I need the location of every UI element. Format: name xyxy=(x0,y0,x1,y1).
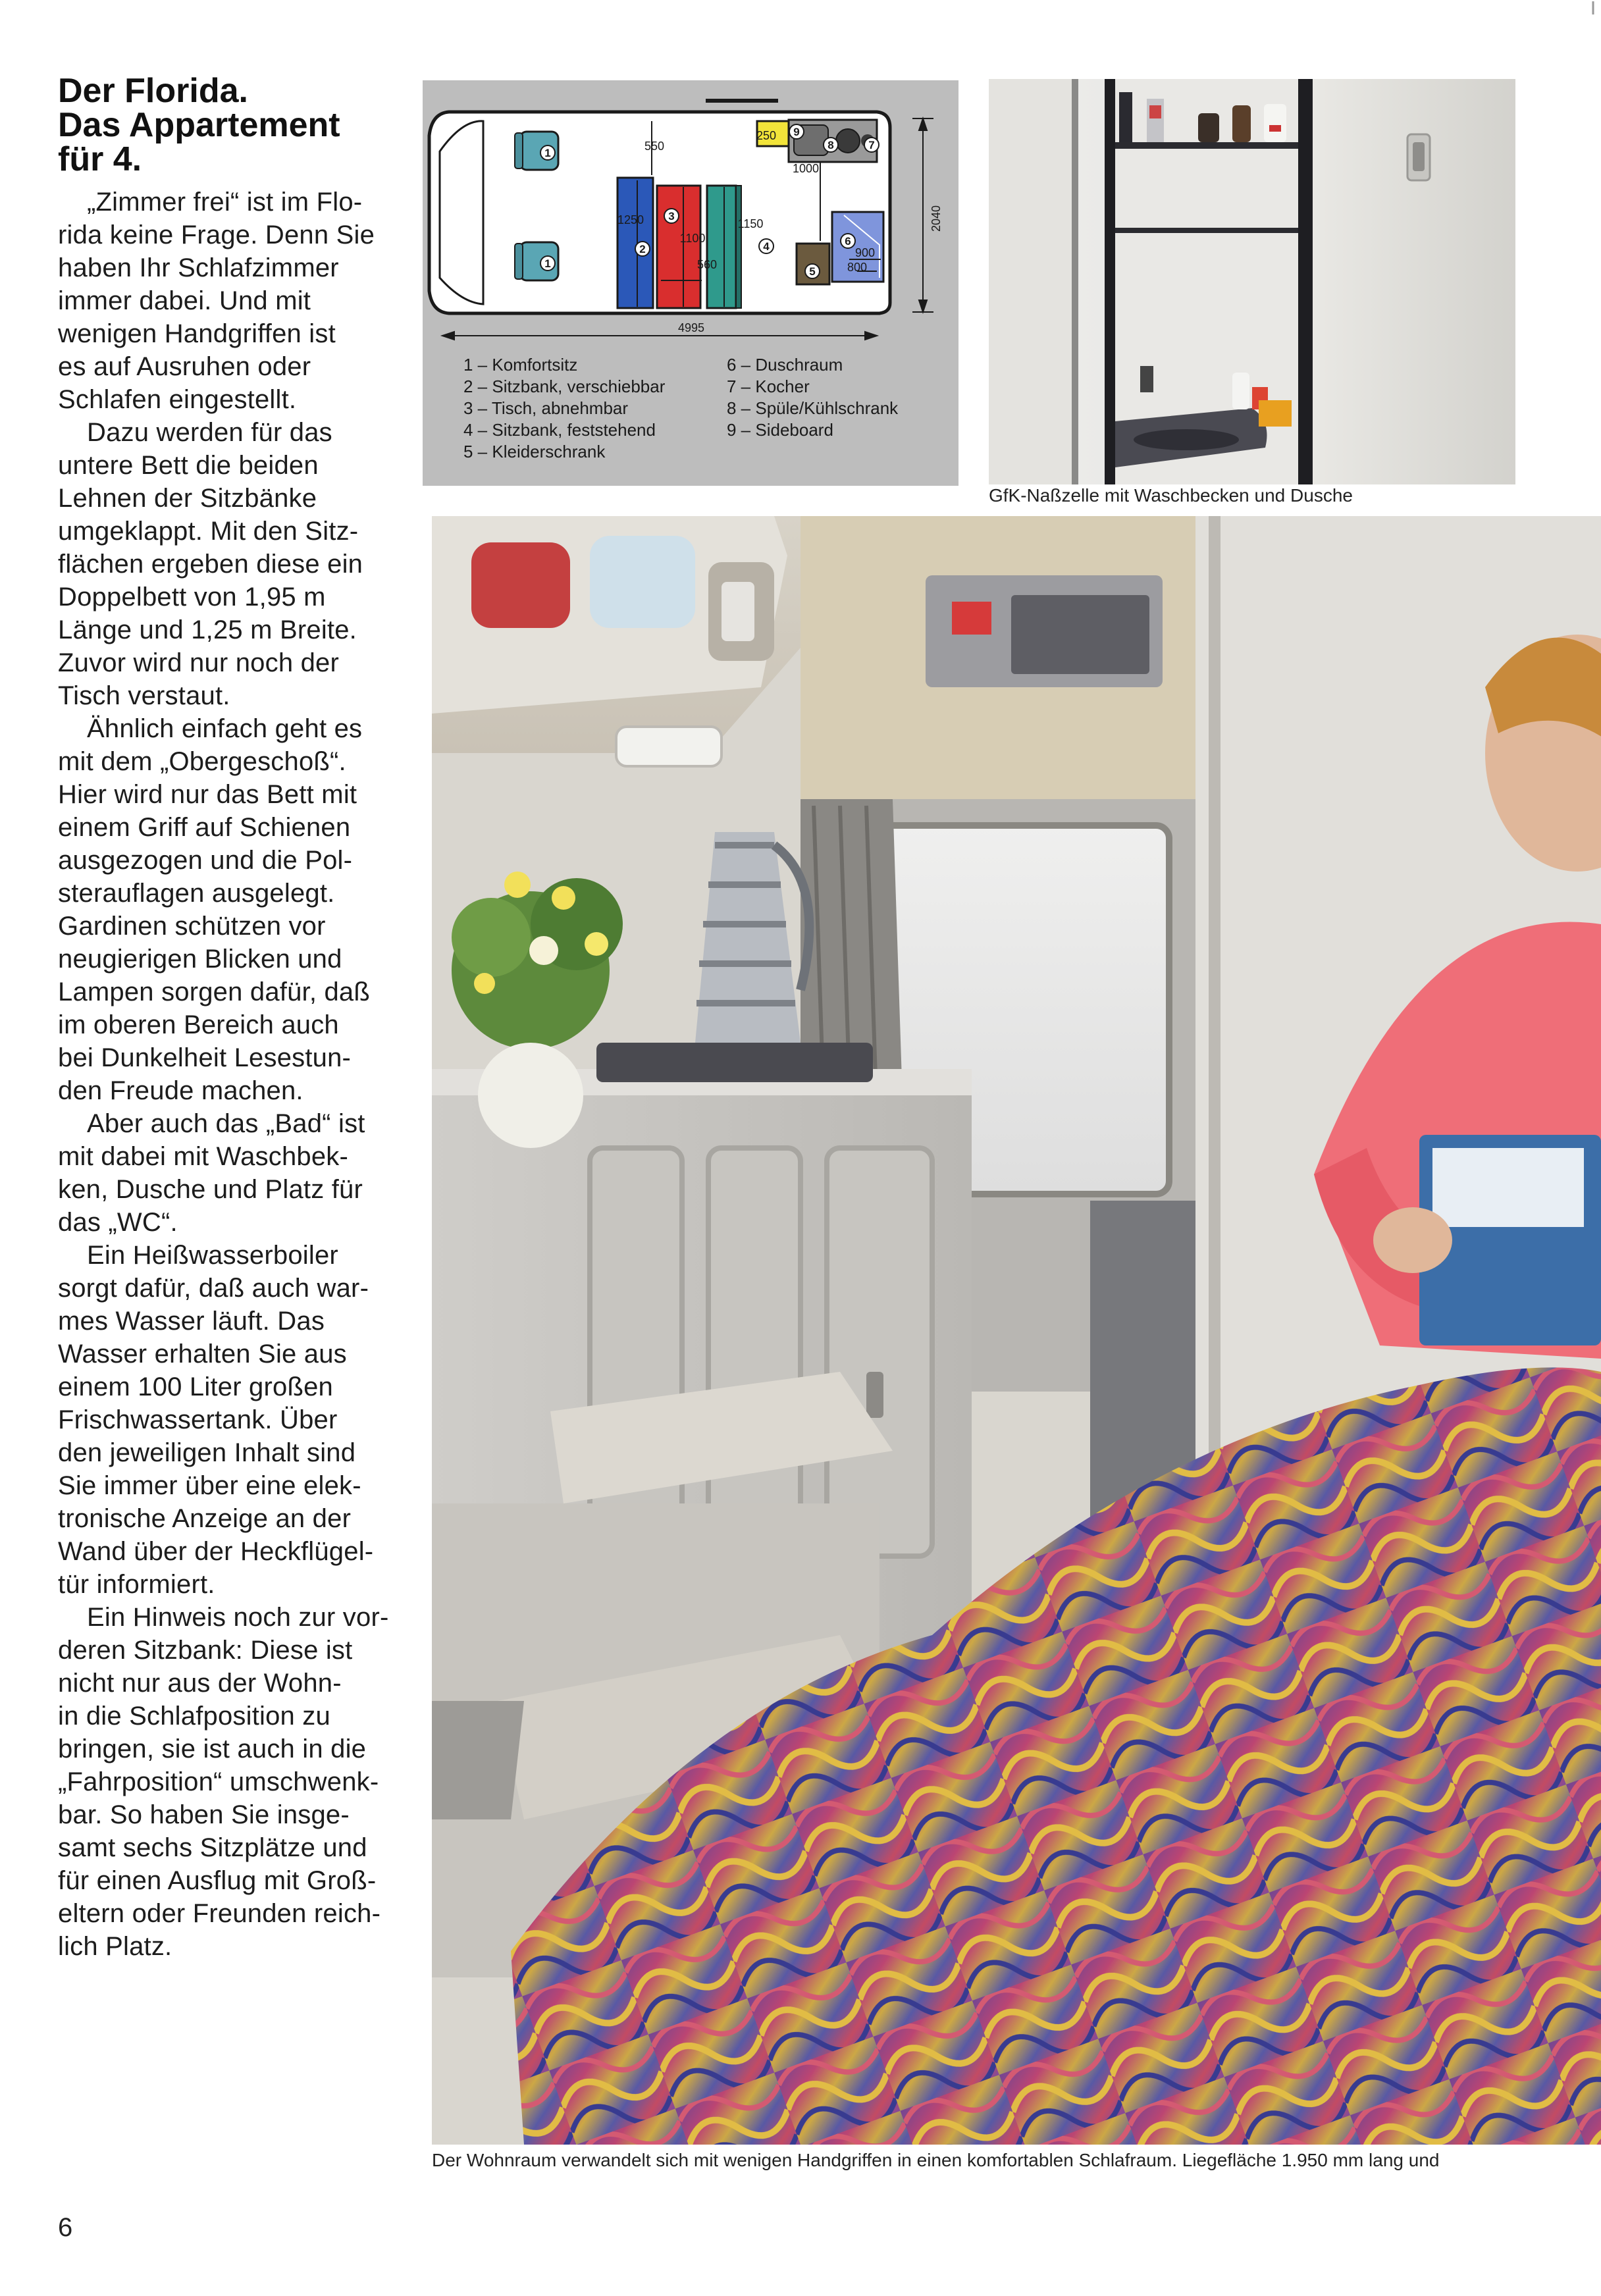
cab-front xyxy=(440,121,483,304)
body-line: wenigen Handgriffen ist xyxy=(58,319,336,348)
page-number: 6 xyxy=(58,2213,73,2242)
interior-caption: Der Wohnraum verwandelt sich mit wenigen Handgriffen in einen komfortablen Schlafraum. Liegefläche 1.950 mm lang und xyxy=(432,2150,1440,2170)
body-line: den Freude machen. xyxy=(58,1076,303,1105)
dim-560: 560 xyxy=(696,258,718,271)
legend-item: 3 – Tisch, abnehmbar xyxy=(463,398,629,418)
body-line: Wand über der Heckflügel- xyxy=(58,1537,374,1566)
body-line: Frischwassertank. Über xyxy=(58,1405,338,1434)
body-line: einem Griff auf Schienen xyxy=(58,813,351,842)
marker-9: 9 xyxy=(793,126,800,138)
edge-clip-icon xyxy=(1585,0,1601,16)
marker-1-bottom: 1 xyxy=(544,257,551,270)
body-line: Länge und 1,25 m Breite. xyxy=(58,615,357,644)
body-line: Sie immer über eine elek- xyxy=(58,1471,361,1500)
heading-line-2: Das Appartement xyxy=(58,106,340,144)
body-line: tür informiert. xyxy=(58,1570,215,1599)
marker-8: 8 xyxy=(827,139,834,151)
body-line: eltern oder Freunden reich- xyxy=(58,1899,381,1928)
body-line: Doppelbett von 1,95 m xyxy=(58,583,326,612)
body-line: sterauflagen ausgelegt. xyxy=(58,879,335,908)
body-line: Zuvor wird nur noch der xyxy=(58,648,340,677)
marker-2: 2 xyxy=(639,243,646,255)
body-line: bei Dunkelheit Lesestun- xyxy=(58,1043,352,1072)
marker-7: 7 xyxy=(868,139,875,151)
body-line: deren Sitzbank: Diese ist xyxy=(58,1636,353,1665)
body-line: bringen, sie ist auch in die xyxy=(58,1735,367,1763)
roof-bar xyxy=(706,99,778,103)
table-3-block xyxy=(657,186,700,308)
body-line: „Zimmer frei“ ist im Flo- xyxy=(87,188,363,217)
legend-item: 7 – Kocher xyxy=(727,377,810,396)
body-line: für einen Ausflug mit Groß- xyxy=(58,1866,377,1895)
dim-800: 800 xyxy=(847,261,868,274)
body-line: Dazu werden für das xyxy=(87,418,332,447)
dim-900: 900 xyxy=(854,246,876,259)
body-line: Lehnen der Sitzbänke xyxy=(58,484,317,513)
body-line: „Fahrposition“ umschwenk- xyxy=(58,1767,379,1796)
body-line: tronische Anzeige an der xyxy=(58,1504,352,1533)
body-line: umgeklappt. Mit den Sitz- xyxy=(58,517,359,546)
body-line: Gardinen schützen vor xyxy=(58,912,326,941)
dim-1100: 1100 xyxy=(679,232,706,245)
dim-1150: 1150 xyxy=(737,217,764,230)
body-line: den jeweiligen Inhalt sind xyxy=(58,1438,356,1467)
legend-item: 2 – Sitzbank, verschiebbar xyxy=(463,377,666,396)
body-line: Lampen sorgen dafür, daß xyxy=(58,978,370,1006)
body-line: Tisch verstaut. xyxy=(58,681,230,710)
body-line: untere Bett die beiden xyxy=(58,451,319,480)
body-text xyxy=(58,186,427,1963)
marker-5: 5 xyxy=(809,265,816,278)
dim-1250: 1250 xyxy=(617,213,644,226)
body-line: lich Platz. xyxy=(58,1932,172,1961)
body-line: ausgezogen und die Pol- xyxy=(58,846,353,875)
heading-line-1: Der Florida. xyxy=(58,72,248,110)
heading-line-3: für 4. xyxy=(58,140,142,178)
marker-6: 6 xyxy=(845,235,851,248)
dim-4995: 4995 xyxy=(677,321,705,334)
legend-item: 8 – Spüle/Kühlschrank xyxy=(727,398,899,418)
body-line: Hier wird nur das Bett mit xyxy=(58,780,357,809)
legend-right-column xyxy=(727,354,898,441)
body-line: immer dabei. Und mit xyxy=(58,286,311,315)
legend-left-column xyxy=(463,354,665,463)
marker-4: 4 xyxy=(763,240,770,253)
body-line: einem 100 Liter großen xyxy=(58,1372,333,1401)
body-line: Ein Heißwasserboiler xyxy=(87,1241,338,1270)
body-line: Aber auch das „Bad“ ist xyxy=(87,1109,365,1138)
body-line: Wasser erhalten Sie aus xyxy=(58,1340,347,1369)
body-line: rida keine Frage. Denn Sie xyxy=(58,221,375,249)
body-line: nicht nur aus der Wohn- xyxy=(58,1669,342,1698)
interior-photo xyxy=(432,516,1601,2145)
body-line: im oberen Bereich auch xyxy=(58,1010,339,1039)
wet-cell-caption: GfK-Naßzelle mit Waschbecken und Dusche xyxy=(989,485,1353,506)
body-line: ken, Dusche und Platz für xyxy=(58,1175,363,1204)
legend-item: 6 – Duschraum xyxy=(727,355,843,375)
body-line: Ähnlich einfach geht es xyxy=(87,714,363,743)
bench-4-block xyxy=(707,186,736,308)
body-line: es auf Ausruhen oder xyxy=(58,352,311,381)
body-line: bar. So haben Sie insge- xyxy=(58,1800,350,1829)
body-line: mit dabei mit Waschbek- xyxy=(58,1142,349,1171)
body-line: Ein Hinweis noch zur vor- xyxy=(87,1603,389,1632)
legend-item: 4 – Sitzbank, feststehend xyxy=(463,420,656,440)
body-line: neugierigen Blicken und xyxy=(58,945,342,974)
marker-1-top: 1 xyxy=(544,147,551,159)
dim-2040: 2040 xyxy=(930,205,943,232)
wet-cell-photo xyxy=(989,79,1515,484)
body-line: mes Wasser läuft. Das xyxy=(58,1307,325,1336)
floor-plan-panel xyxy=(423,80,958,486)
dim-1000: 1000 xyxy=(792,162,820,175)
body-line: in die Schlafposition zu xyxy=(58,1702,330,1731)
body-line: Schlafen eingestellt. xyxy=(58,385,297,414)
body-line: flächen ergeben diese ein xyxy=(58,550,363,579)
body-line: samt sechs Sitzplätze und xyxy=(58,1833,367,1862)
body-line: das „WC“. xyxy=(58,1208,178,1237)
body-line: sorgt dafür, daß auch war- xyxy=(58,1274,369,1303)
dim-250: 250 xyxy=(756,129,777,142)
page-heading xyxy=(58,74,400,176)
legend-item: 9 – Sideboard xyxy=(727,420,833,440)
body-line: mit dem „Obergeschoß“. xyxy=(58,747,346,776)
body-line: haben Ihr Schlafzimmer xyxy=(58,253,339,282)
legend-item: 5 – Kleiderschrank xyxy=(463,442,606,461)
legend-item: 1 – Komfortsitz xyxy=(463,355,578,375)
dim-550: 550 xyxy=(644,140,665,153)
marker-3: 3 xyxy=(668,210,675,222)
